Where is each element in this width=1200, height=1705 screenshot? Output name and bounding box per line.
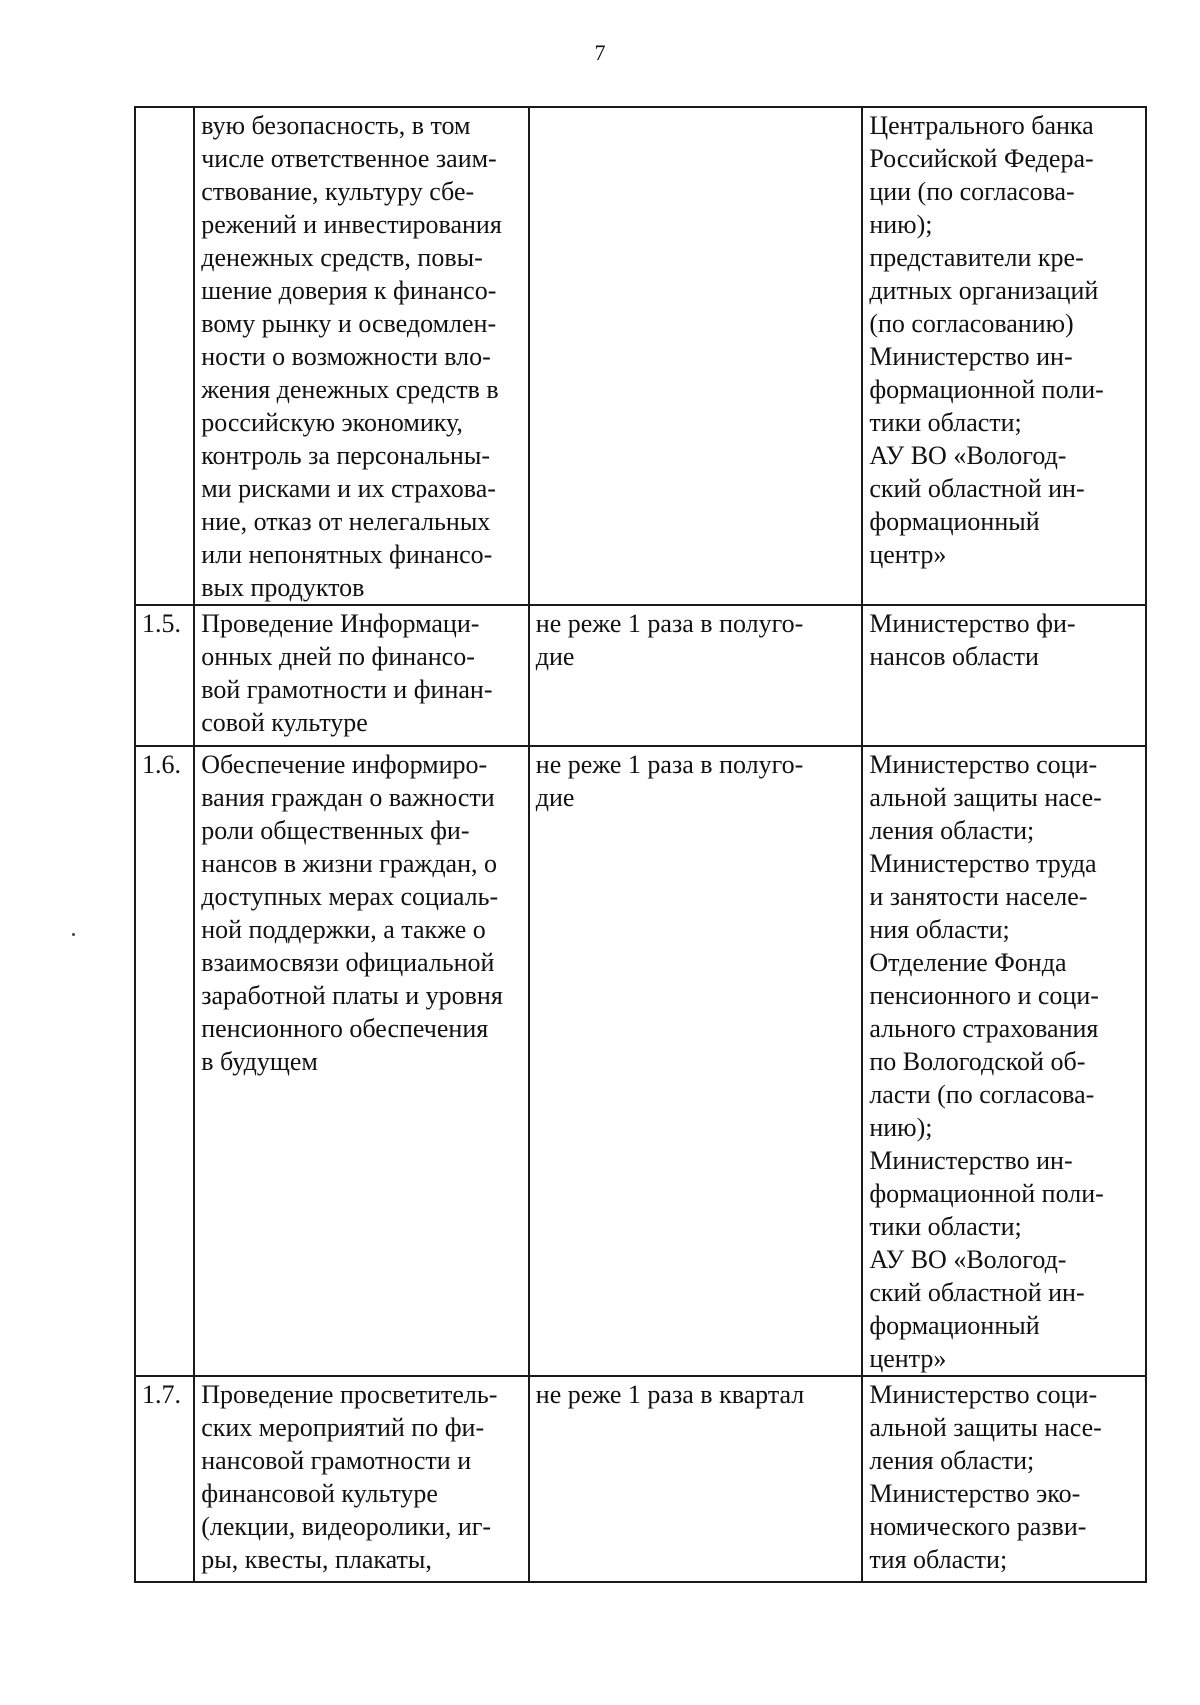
- row-number-cell: [135, 107, 194, 605]
- event-cell: Обеспечение информиро- вания граждан о важности роли общественных фи- нансов в жизни граждан, о доступных мерах социаль- ной поддержки, а также о взаимосвязи официальной заработной платы и уровня пенсионного обеспечения в будущем: [194, 746, 529, 1376]
- responsible-cell: Центрального банка Российской Федера- ции (по согласова- нию); представители кре- дитных организаций (по согласованию) Министерство ин- формационной поли- тики области; АУ ВО «Вологод- ский областной ин- формационный центр»: [862, 107, 1146, 605]
- responsible-cell: Министерство фи- нансов области: [862, 605, 1146, 746]
- period-cell: не реже 1 раза в полуго- дие: [529, 746, 863, 1376]
- row-number-cell: 1.7.: [135, 1376, 194, 1582]
- row-number-cell: 1.6.: [135, 746, 194, 1376]
- table-row: [135, 605, 1146, 746]
- table-row: [135, 1376, 1146, 1582]
- event-cell: Проведение просветитель- ских мероприятий по фи- нансовой грамотности и финансовой культуре (лекции, видеоролики, иг- ры, квесты, плакаты,: [194, 1376, 529, 1582]
- event-cell: Проведение Информаци- онных дней по финансо- вой грамотности и финан- совой культуре: [194, 605, 529, 746]
- responsible-cell: Министерство соци- альной защиты насе- ления области; Министерство эко- номического разви- тия области;: [862, 1376, 1146, 1582]
- page-number: 7: [594, 40, 606, 65]
- period-cell: не реже 1 раза в квартал: [529, 1376, 863, 1582]
- scan-speck: [72, 933, 75, 936]
- event-cell: вую безопасность, в том числе ответственное заим- ствование, культуру сбе- режений и инвестирования денежных средств, повы- шение доверия к финансо- вому рынку и осведомлен- ности о возможности вло- жения денежных средств в российскую экономику, контроль за персональны- ми рисками и их страхова- ние, отказ от нелегальных или непонятных финансо- вых продуктов: [194, 107, 529, 605]
- measures-table: [134, 106, 1147, 1583]
- period-cell: [529, 107, 863, 605]
- table-row: [135, 107, 1146, 605]
- row-number-cell: 1.5.: [135, 605, 194, 746]
- period-cell: не реже 1 раза в полуго- дие: [529, 605, 863, 746]
- responsible-cell: Министерство соци- альной защиты насе- ления области; Министерство труда и занятости населе- ния области; Отделение Фонда пенсионного и соци- ального страхования по Вологодской об- ласти (по согласова- нию); Министерство ин- формационной поли- тики области; АУ ВО «Вологод- ский областной ин- формационный центр»: [862, 746, 1146, 1376]
- table-row: [135, 746, 1146, 1376]
